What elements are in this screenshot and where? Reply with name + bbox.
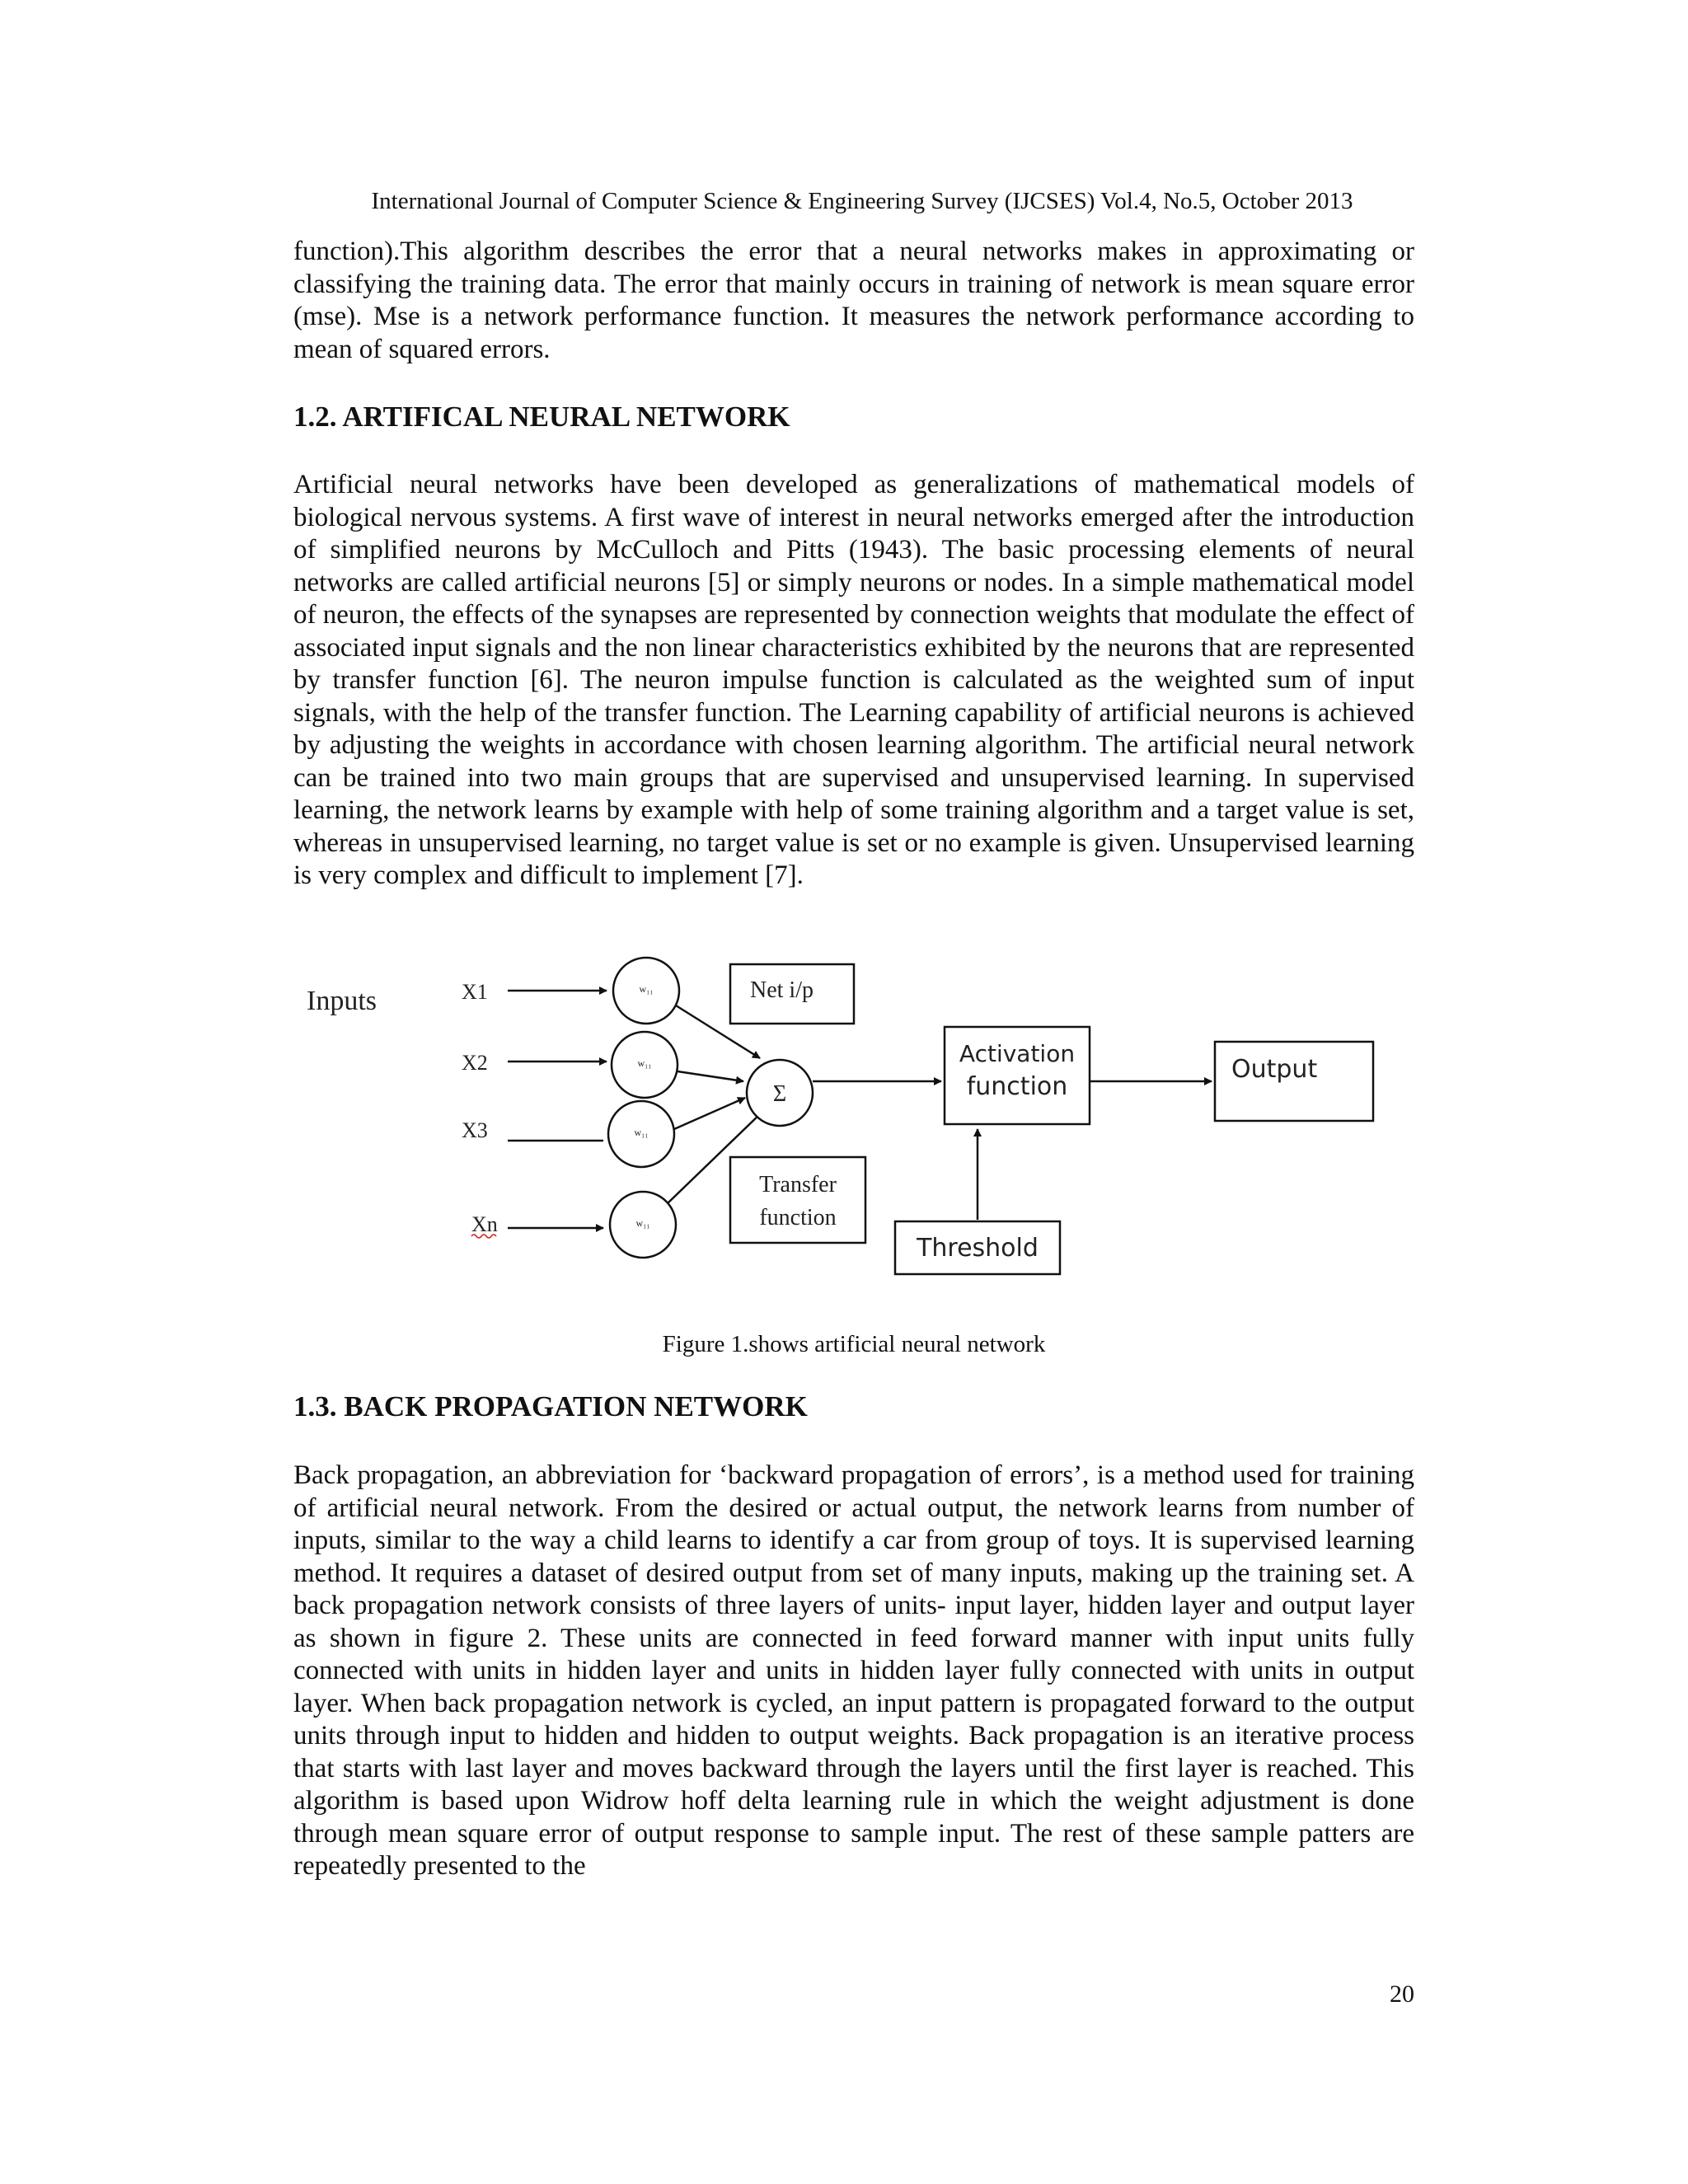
transfer-function-label-2: function [759, 1205, 837, 1230]
weight-arrow-3 [674, 1098, 745, 1129]
weight-label-1: w₁₁ [639, 983, 654, 995]
input-label-x2: X2 [462, 1051, 488, 1075]
sigma-icon: Σ [772, 1081, 787, 1107]
page-number: 20 [1390, 1980, 1414, 2008]
journal-header: International Journal of Computer Science & Engineering Survey (IJCSES) Vol.4, No.5, October 2013 [371, 188, 1353, 214]
weight-arrow-2 [678, 1071, 743, 1081]
net-input-label: Net i/p [750, 977, 814, 1003]
weight-label-2: w₁₁ [637, 1057, 652, 1069]
activation-function-label-1: Activation [959, 1040, 1076, 1067]
threshold-label: Threshold [917, 1234, 1039, 1263]
weight-label-4: w₁₁ [635, 1217, 650, 1229]
figure-caption: Figure 1.shows artificial neural network [662, 1331, 1046, 1357]
neural-network-figure [297, 946, 1385, 1296]
output-label: Output [1231, 1055, 1318, 1084]
section-heading-1-2: 1.2. ARTIFICAL NEURAL NETWORK [293, 401, 790, 433]
input-label-x3: X3 [462, 1118, 488, 1142]
section-1-3-paragraph: Back propagation, an abbreviation for ‘backward propagation of errors’, is a method used for training of artificial neural network. From the desired or actual output, the network learns from number of inputs, similar to the way a child learns to identify a car from group of toys. It is supervised learning method. It requires a dataset of desired output from set of many inputs, making up the training set. A back propagation network consists of three layers of units- input layer, hidden layer and output layer as shown in figure 2. These units are connected in feed forward manner with input units fully connected with units in hidden layer and units in hidden layer fully connected with units in output layer. When back propagation network is cycled, an input pattern is propagated forward to the output units through input to hidden and hidden to output weights. Back propagation is an iterative process that starts with last layer and moves backward through the layers until the first layer is reached. This algorithm is based upon Widrow hoff delta learning rule in which the weight adjustment is done through mean square error of output response to sample input. The rest of these sample patters are repeatedly presented to the [293, 1460, 1414, 1881]
input-label-xn: Xn [471, 1212, 498, 1236]
transfer-function-label-1: Transfer [759, 1172, 837, 1197]
activation-function-label-2: function [966, 1072, 1068, 1101]
section-heading-1-3: 1.3. BACK PROPAGATION NETWORK [293, 1390, 808, 1422]
input-label-x1: X1 [462, 980, 488, 1004]
intro-paragraph: function).This algorithm describes the error that a neural networks makes in approximating or classifying the training data. The error that mainly occurs in training of network is mean square error (mse). Mse is a network performance function. It measures the network performance according to mean of squared errors. [293, 237, 1414, 364]
neural-network-diagram [297, 946, 1385, 1292]
section-1-2-paragraph: Artificial neural networks have been developed as generalizations of mathematical models of biological nervous systems. A first wave of interest in neural networks emerged after the introduction of simplified neurons by McCulloch and Pitts (1943). The basic processing elements of neural networks are called artificial neurons [5] or simply neurons or nodes. In a simple mathematical model of neuron, the effects of the synapses are represented by connection weights that modulate the effect of associated input signals and the non linear characteristics exhibited by the neurons that are represented by transfer function [6]. The neuron impulse function is calculated as the weighted sum of input signals, with the help of the transfer function. The Learning capability of artificial neurons is achieved by adjusting the weights in accordance with chosen learning algorithm. The artificial neural network can be trained into two main groups that are supervised and unsupervised learning. In supervised learning, the network learns by example with help of some training algorithm and a target value is set, whereas in unsupervised learning, no target value is set or no example is given. Unsupervised learning is very complex and difficult to implement [7]. [293, 470, 1414, 890]
weight-label-3: w₁₁ [634, 1127, 649, 1138]
spellcheck-underline-icon [471, 1235, 496, 1238]
inputs-label: Inputs [307, 986, 377, 1016]
